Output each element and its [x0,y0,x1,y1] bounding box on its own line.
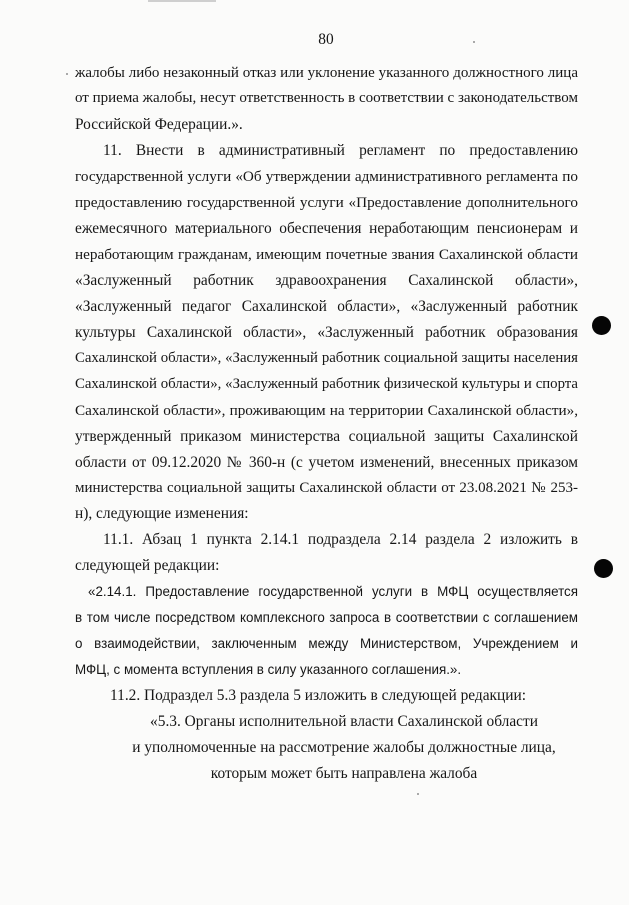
text-line: которым может быть направлена жалоба [210,764,478,782]
text-line: 11.2. Подраздел 5.3 раздела 5 изложить в следующей редакции: [110,687,527,704]
text-line: н), следующие изменения: [75,505,249,523]
text-line: Российской Федерации.». [75,116,243,134]
punch-hole-mark [594,559,613,578]
page-number: 80 [318,31,334,48]
punch-hole-mark [592,316,611,335]
text-line: Сахалинской области», проживающим на территории Сахалинской области», [75,401,578,419]
text-line: в том числе посредством комплексного запроса в соответствии с соглашением [75,610,578,626]
paragraph-item-11-1 [75,527,578,579]
text-line: Сахалинской области», «Заслуженный работник физической культуры и спорта [75,375,578,392]
text-line: 11.1. Абзац 1 пункта 2.14.1 подраздела 2.14 раздела 2 изложить в [103,531,578,549]
scan-speck [66,73,68,75]
section-heading-5-3 [75,709,613,787]
text-line: МФЦ, с момента вступления в силу указанного соглашения.». [75,662,462,678]
paragraph-continuation [75,61,578,139]
document-body [75,61,613,787]
text-line: 11. Внести в административный регламент по предоставлению [103,142,578,160]
text-line: ежемесячного материального обеспечения неработающим пенсионерам и [75,220,578,238]
text-line: предоставлению государственной услуги «Предоставление дополнительного [75,194,578,212]
scan-speck [417,793,419,795]
paragraph-item-11-2 [75,683,578,709]
text-line: от приема жалобы, несут ответственность в соответствии с законодательством [75,90,578,107]
text-line: жалобы либо незаконный отказ или уклонение указанного должностного лица [75,64,578,81]
text-line: государственной услуги «Об утверждении административного регламента по [75,168,578,186]
text-line: утвержденный приказом министерства социальной защиты Сахалинской [75,427,578,445]
scan-edge-mark [148,0,216,2]
text-line: министерства социальной защиты Сахалинской области от 23.08.2021 № 253- [75,479,578,496]
text-line: следующей редакции: [75,557,220,575]
scan-speck [473,41,475,43]
text-line: и уполномоченные на рассмотрение жалобы должностные лица, [132,738,556,756]
text-line: «5.3. Органы исполнительной власти Сахалинской области [150,712,538,730]
text-line: о взаимодействии, заключенным между Министерством, Учреждением и [75,636,578,652]
text-line: области от 09.12.2020 № 360-н (с учетом изменений, внесенных приказом [75,453,578,471]
text-line: Сахалинской области», «Заслуженный работник социальной защиты населения [75,349,578,366]
text-line: «Заслуженный педагог Сахалинской области», «Заслуженный работник [75,297,578,315]
text-line: «Заслуженный работник здравоохранения Сахалинской области», [75,272,578,289]
paragraph-item-11 [75,138,578,527]
text-line: «2.14.1. Предоставление государственной услуги в МФЦ осуществляется [88,584,578,600]
text-line: неработающим гражданам, имеющим почетные звания Сахалинской области [75,246,578,264]
text-line: культуры Сахалинской области», «Заслуженный работник образования [75,323,578,341]
quoted-paragraph-2-14-1 [75,579,578,683]
